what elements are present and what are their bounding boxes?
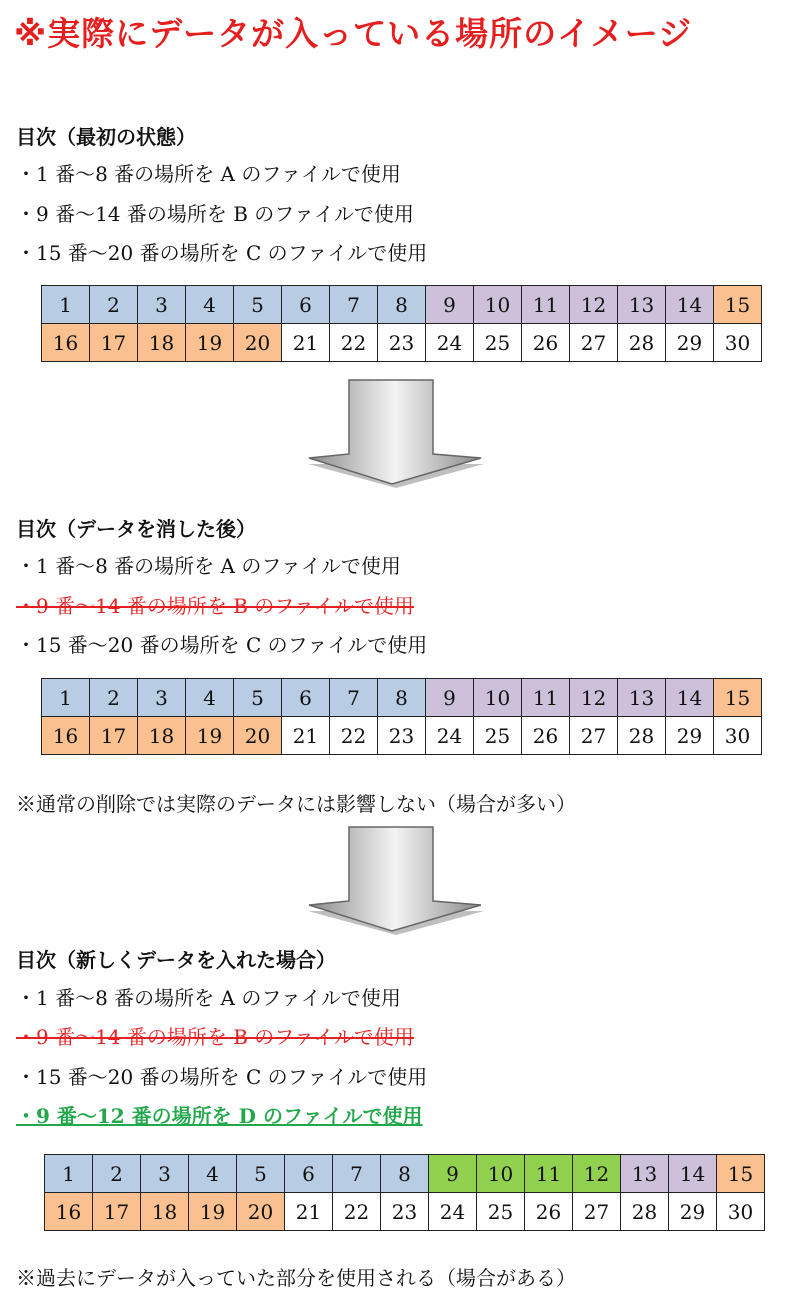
- grid-cell: 8: [381, 1155, 429, 1193]
- grid-cell: 10: [474, 286, 522, 324]
- grid-cell: 4: [186, 286, 234, 324]
- grid-cell: 21: [282, 324, 330, 362]
- grid-cell: 16: [42, 717, 90, 755]
- grid-row: [42, 717, 762, 755]
- grid-cell: 20: [234, 324, 282, 362]
- grid-cell: 7: [330, 286, 378, 324]
- grid-cell: 13: [621, 1155, 669, 1193]
- grid-cell: 14: [666, 679, 714, 717]
- grid-cell: 22: [333, 1193, 381, 1231]
- grid-cell: 4: [189, 1155, 237, 1193]
- grid-cell: 30: [714, 717, 762, 755]
- grid-cell: 8: [378, 286, 426, 324]
- grid-cell: 4: [186, 679, 234, 717]
- grid-cell: 6: [282, 286, 330, 324]
- grid-cell: 19: [186, 324, 234, 362]
- grid-cell: 1: [42, 679, 90, 717]
- grid-row: [42, 324, 762, 362]
- grid-cell: 16: [42, 324, 90, 362]
- grid-cell: 24: [429, 1193, 477, 1231]
- grid-cell: 15: [714, 679, 762, 717]
- grid-cell: 26: [522, 717, 570, 755]
- grid-cell: 23: [378, 717, 426, 755]
- grid-cell: 25: [474, 717, 522, 755]
- grid-cell: 11: [525, 1155, 573, 1193]
- grid-cell: 21: [285, 1193, 333, 1231]
- section-3-bullet-2: ・9 番〜14 番の場所を B のファイルで使用: [16, 1025, 414, 1049]
- grid-cell: 10: [477, 1155, 525, 1193]
- grid-cell: 13: [618, 679, 666, 717]
- grid-cell: 11: [522, 286, 570, 324]
- grid-cell: 2: [90, 679, 138, 717]
- grid-cell: 17: [90, 324, 138, 362]
- section-2-note: ※通常の削除では実際のデータには影響しない（場合が多い）: [16, 792, 576, 816]
- grid-cell: 6: [285, 1155, 333, 1193]
- grid-cell: 3: [138, 679, 186, 717]
- grid-cell: 20: [234, 717, 282, 755]
- grid-cell: 17: [93, 1193, 141, 1231]
- grid-cell: 11: [522, 679, 570, 717]
- section-1-bullet-2: ・9 番〜14 番の場所を B のファイルで使用: [16, 202, 414, 226]
- grid-cell: 27: [570, 324, 618, 362]
- grid-cell: 6: [282, 679, 330, 717]
- grid-cell: 14: [669, 1155, 717, 1193]
- grid-cell: 7: [330, 679, 378, 717]
- grid-cell: 1: [45, 1155, 93, 1193]
- section-2-grid: [41, 678, 762, 755]
- section-2-heading: 目次（データを消した後）: [16, 517, 256, 541]
- section-3-bullet-4: ・9 番〜12 番の場所を D のファイルで使用: [16, 1104, 423, 1128]
- section-1-bullet-3: ・15 番〜20 番の場所を C のファイルで使用: [16, 241, 428, 265]
- grid-cell: 3: [141, 1155, 189, 1193]
- grid-cell: 15: [714, 286, 762, 324]
- grid-cell: 27: [570, 717, 618, 755]
- grid-cell: 9: [426, 286, 474, 324]
- grid-cell: 29: [669, 1193, 717, 1231]
- grid-cell: 27: [573, 1193, 621, 1231]
- section-3-note: ※過去にデータが入っていた部分を使用される（場合がある）: [16, 1266, 576, 1290]
- grid-cell: 24: [426, 717, 474, 755]
- grid-cell: 12: [570, 679, 618, 717]
- grid-row: [42, 286, 762, 324]
- grid-cell: 30: [714, 324, 762, 362]
- grid-cell: 20: [237, 1193, 285, 1231]
- section-3-heading: 目次（新しくデータを入れた場合）: [16, 948, 336, 972]
- grid-cell: 23: [381, 1193, 429, 1231]
- grid-cell: 26: [525, 1193, 573, 1231]
- section-2-bullet-3: ・15 番〜20 番の場所を C のファイルで使用: [16, 633, 428, 657]
- grid-cell: 2: [90, 286, 138, 324]
- section-3-grid: [44, 1154, 765, 1231]
- grid-cell: 5: [234, 679, 282, 717]
- grid-cell: 28: [621, 1193, 669, 1231]
- grid-cell: 29: [666, 717, 714, 755]
- section-1-bullet-1: ・1 番〜8 番の場所を A のファイルで使用: [16, 162, 401, 186]
- grid-cell: 16: [45, 1193, 93, 1231]
- grid-cell: 26: [522, 324, 570, 362]
- grid-cell: 10: [474, 679, 522, 717]
- grid-cell: 3: [138, 286, 186, 324]
- grid-cell: 12: [573, 1155, 621, 1193]
- grid-cell: 28: [618, 324, 666, 362]
- page-title: ※実際にデータが入っている場所のイメージ: [14, 14, 693, 53]
- grid-cell: 9: [426, 679, 474, 717]
- grid-cell: 7: [333, 1155, 381, 1193]
- grid-cell: 18: [141, 1193, 189, 1231]
- grid-cell: 13: [618, 286, 666, 324]
- grid-cell: 21: [282, 717, 330, 755]
- section-3-bullet-1: ・1 番〜8 番の場所を A のファイルで使用: [16, 986, 401, 1010]
- grid-row: [45, 1155, 765, 1193]
- grid-cell: 1: [42, 286, 90, 324]
- down-arrow-icon: [303, 825, 489, 937]
- grid-cell: 24: [426, 324, 474, 362]
- grid-cell: 19: [189, 1193, 237, 1231]
- grid-row: [42, 679, 762, 717]
- grid-cell: 29: [666, 324, 714, 362]
- grid-cell: 15: [717, 1155, 765, 1193]
- grid-cell: 12: [570, 286, 618, 324]
- grid-cell: 5: [237, 1155, 285, 1193]
- grid-cell: 17: [90, 717, 138, 755]
- grid-cell: 28: [618, 717, 666, 755]
- grid-cell: 18: [138, 324, 186, 362]
- grid-cell: 19: [186, 717, 234, 755]
- section-2-bullet-1: ・1 番〜8 番の場所を A のファイルで使用: [16, 554, 401, 578]
- grid-cell: 23: [378, 324, 426, 362]
- grid-cell: 5: [234, 286, 282, 324]
- grid-row: [45, 1193, 765, 1231]
- grid-cell: 30: [717, 1193, 765, 1231]
- grid-cell: 9: [429, 1155, 477, 1193]
- section-1-grid: [41, 285, 762, 362]
- grid-cell: 14: [666, 286, 714, 324]
- grid-cell: 8: [378, 679, 426, 717]
- down-arrow-icon: [303, 378, 489, 490]
- grid-cell: 18: [138, 717, 186, 755]
- section-3-bullet-3: ・15 番〜20 番の場所を C のファイルで使用: [16, 1065, 428, 1089]
- grid-cell: 25: [477, 1193, 525, 1231]
- grid-cell: 22: [330, 717, 378, 755]
- grid-cell: 25: [474, 324, 522, 362]
- section-1-heading: 目次（最初の状態）: [16, 125, 196, 149]
- section-2-bullet-2: ・9 番〜14 番の場所を B のファイルで使用: [16, 594, 414, 618]
- grid-cell: 22: [330, 324, 378, 362]
- grid-cell: 2: [93, 1155, 141, 1193]
